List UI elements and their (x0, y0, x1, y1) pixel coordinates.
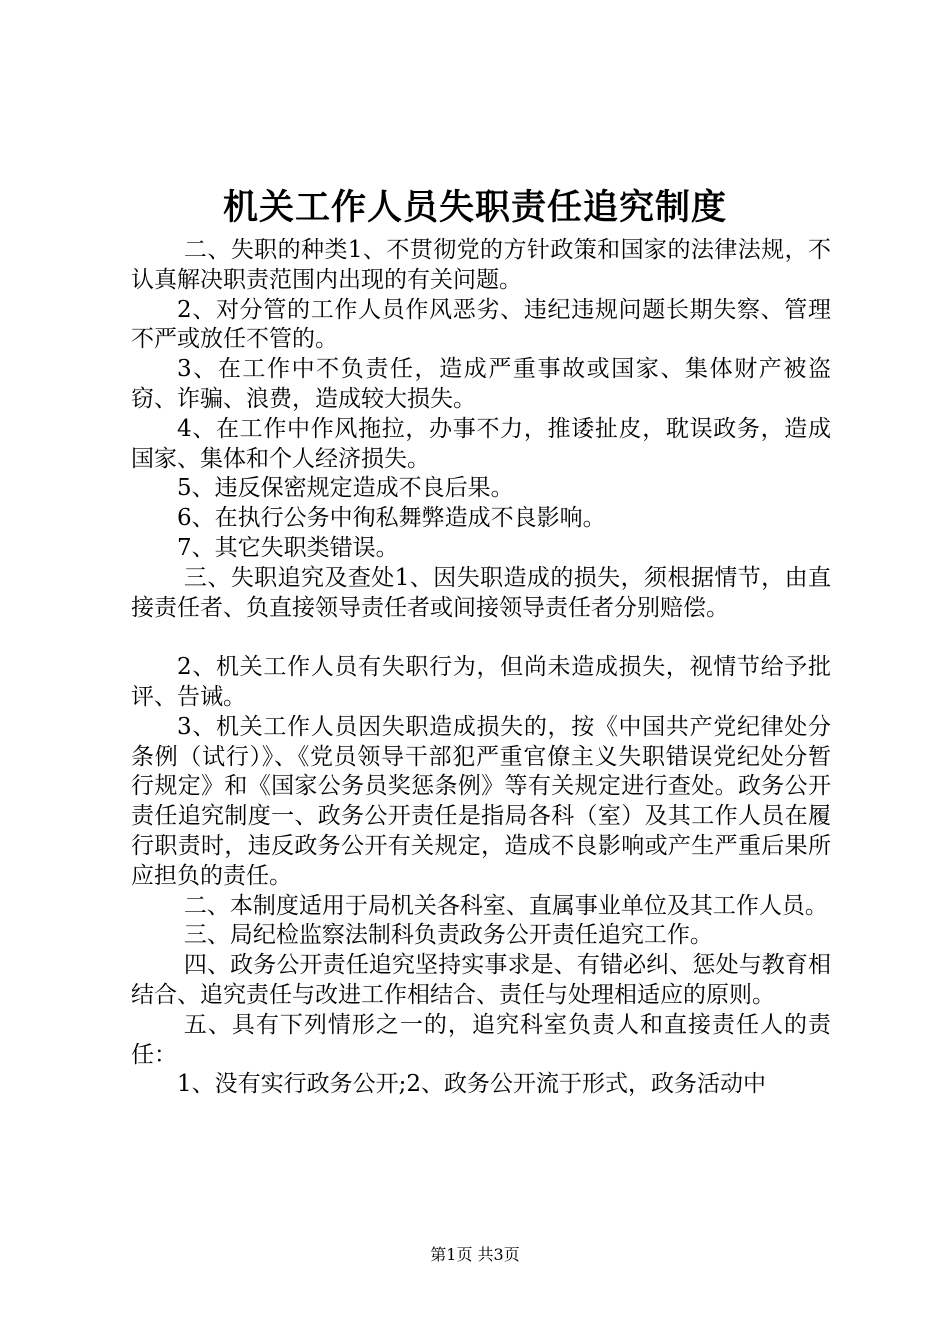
paragraph-dismissal-types-4: 4、在工作中作风拖拉，办事不力，推诿扯皮，耽误政务，造成国家、集体和个人经济损失。 (131, 415, 831, 472)
paragraph-dismissal-types-3: 3、在工作中不负责任，造成严重事故或国家、集体财产被盗窃、诈骗、浪费，造成较大损失。 (131, 356, 831, 412)
paragraph-dismissal-types-5: 5、违反保密规定造成不良后果。 (177, 475, 514, 502)
paragraph-accountability-3: 3、机关工作人员因失职造成损失的，按《中国共产党纪律处分条例（试行）》、《党员领导干部犯严重官僚主义失职错误党纪处分暂行规定》和《国家公务员奖惩条例》等有关规定进行查处。政务公开责任追究制度一、政务公开责任是指局各科（室）及其工作人员在履行职责时，违反政务公开有关规定，造成不良影响或产生严重后果所应担负的责任。 (131, 713, 831, 889)
paragraph-dismissal-types-6: 6、在执行公务中徇私舞弊造成不良影响。 (177, 505, 606, 532)
paragraph-dismissal-types-1: 二、失职的种类1、不贯彻党的方针政策和国家的法律法规，不认真解决职责范围内出现的有关问题。 (131, 237, 831, 293)
paragraph-gap (131, 623, 831, 653)
paragraph-scope: 二、本制度适用于局机关各科室、直属事业单位及其工作人员。 (183, 892, 828, 919)
paragraph-condition-items: 1、没有实行政务公开;2、政务公开流于形式，政务活动中 (177, 1071, 767, 1098)
paragraph-accountability-1: 三、失职追究及查处1、因失职造成的损失，须根据情节，由直接责任者、负直接领导责任者或间接领导责任者分别赔偿。 (131, 564, 831, 621)
document-body (131, 236, 831, 1100)
page-title: 机关工作人员失职责任追究制度 (222, 188, 727, 228)
paragraph-dismissal-types-2: 2、对分管的工作人员作风恶劣、违纪违规问题长期失察、管理不严或放任不管的。 (131, 296, 831, 353)
paragraph-conditions: 五、具有下列情形之一的，追究科室负责人和直接责任人的责任： (131, 1011, 831, 1068)
page-number-footer: 第1页 共3页 (430, 1245, 520, 1264)
paragraph-accountability-2: 2、机关工作人员有失职行为，但尚未造成损失，视情节给予批评、告诫。 (131, 654, 831, 710)
paragraph-dismissal-types-7: 7、其它失职类错误。 (177, 534, 399, 561)
paragraph-responsible-unit: 三、局纪检监察法制科负责政务公开责任追究工作。 (183, 922, 713, 949)
paragraph-principles: 四、政务公开责任追究坚持实事求是、有错必纠、惩处与教育相结合、追究责任与改进工作相结合、责任与处理相适应的原则。 (131, 952, 831, 1008)
